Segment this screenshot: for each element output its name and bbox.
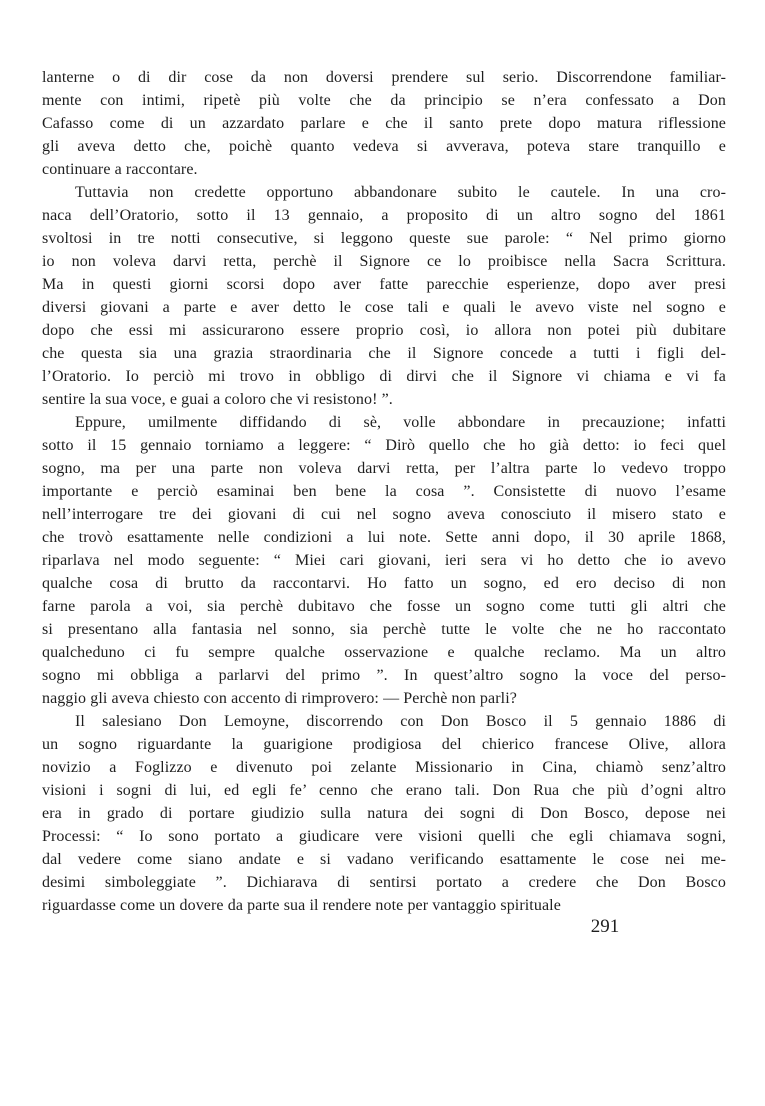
text-line: Il salesiano Don Lemoyne, discorrendo con Don Bosco il 5 gennaio 1886 di: [75, 713, 726, 730]
text-line: lanterne o di dir cose da non doversi prendere sul serio. Discorrendone familiar-: [42, 69, 726, 86]
text-line: Eppure, umilmente diffidando di sè, volle abbondare in precauzione; infatti: [75, 414, 726, 431]
paragraph: [42, 66, 726, 181]
text-line: era in grado di portare giudizio sulla natura dei sogni di Don Bosco, depose nei: [42, 805, 726, 822]
paragraph: [42, 411, 726, 710]
text-line: sotto il 15 gennaio torniamo a leggere: “ Dirò quello che ho già detto: io feci quel: [42, 437, 726, 454]
text-line: mente con intimi, ripetè più volte che da principio se n’era confessato a Don: [42, 92, 726, 109]
text-line: visioni i sogni di lui, ed egli fe’ cenno che erano tali. Don Rua che più d’ogni altro: [42, 782, 726, 799]
text-line: farne parola a voi, sia perchè dubitavo che fosse un sogno come tutti gli altri che: [42, 598, 726, 615]
page-text: [42, 66, 726, 917]
text-line: naca dell’Oratorio, sotto il 13 gennaio, a proposito di un altro sogno del 1861: [42, 207, 726, 224]
paragraph: [42, 181, 726, 411]
text-line: dopo che essi mi assicurarono essere proprio così, io allora non potei più dubitare: [42, 322, 726, 339]
text-line: dal vedere come siano andate e si vadano verificando esattamente le cose nei me-: [42, 851, 726, 868]
text-line: qualcheduno ci fu sempre qualche osservazione e qualche reclamo. Ma un altro: [42, 644, 726, 661]
text-line: riguardasse come un dovere da parte sua il rendere note per vantaggio spirituale: [42, 897, 561, 914]
text-line: continuare a raccontare.: [42, 161, 198, 178]
text-line: novizio a Foglizzo e divenuto poi zelante Missionario in Cina, chiamò senz’altro: [42, 759, 726, 776]
paragraph: [42, 710, 726, 917]
text-line: Processi: “ Io sono portato a giudicare vere visioni quelli che egli chiamava sogni,: [42, 828, 726, 845]
text-line: sogno mi obbliga a parlarvi del primo ”. In quest’altro sogno la voce del perso-: [42, 667, 726, 684]
text-line: si presentano alla fantasia nel sonno, sia perchè tutte le volte che ne ho raccontato: [42, 621, 726, 638]
text-line: gli aveva detto che, poichè quanto vedeva si avverava, poteva stare tranquillo e: [42, 138, 726, 155]
text-line: sogno, ma per una parte non voleva darvi retta, per l’altra parte lo vedevo troppo: [42, 460, 726, 477]
text-line: l’Oratorio. Io perciò mi trovo in obbligo di dirvi che il Signore vi chiama e vi fa: [42, 368, 726, 385]
text-line: naggio gli aveva chiesto con accento di rimprovero: — Perchè non parli?: [42, 690, 517, 707]
text-line: desimi simboleggiate ”. Dichiarava di sentirsi portato a credere che Don Bosco: [42, 874, 726, 891]
text-line: un sogno riguardante la guarigione prodigiosa del chierico francese Olive, allora: [42, 736, 726, 753]
text-line: nell’interrogare tre dei giovani di cui nel sogno aveva conosciuto il misero stato e: [42, 506, 726, 523]
page-number: 291: [590, 916, 620, 937]
text-line: che questa sia una grazia straordinaria che il Signore concede a tutti i figli del-: [42, 345, 726, 362]
text-line: svoltosi in tre notti consecutive, si leggono queste sue parole: “ Nel primo giorno: [42, 230, 726, 247]
text-line: qualche cosa di brutto da raccontarvi. Ho fatto un sogno, ed ero deciso di non: [42, 575, 726, 592]
text-line: Tuttavia non credette opportuno abbandonare subito le cautele. In una cro-: [75, 184, 726, 201]
text-line: io non voleva darvi retta, perchè il Signore ce lo proibisce nella Sacra Scrittura.: [42, 253, 726, 270]
text-line: Cafasso come di un azzardato parlare e che il santo prete dopo matura riflessione: [42, 115, 726, 132]
text-line: diversi giovani a parte e aver detto le cose tali e quali le avevo viste nel sogno e: [42, 299, 726, 316]
text-line: Ma in questi giorni scorsi dopo aver fatte parecchie esperienze, dopo aver presi: [42, 276, 726, 293]
text-line: che trovò esattamente nelle condizioni a lui note. Sette anni dopo, il 30 aprile 1868,: [42, 529, 726, 546]
text-line: importante e perciò esaminai ben bene la cosa ”. Consistette di nuovo l’esame: [42, 483, 726, 500]
text-line: riparlava nel modo seguente: “ Miei cari giovani, ieri sera vi ho detto che io avevo: [42, 552, 726, 569]
text-line: sentire la sua voce, e guai a coloro che vi resistono! ”.: [42, 391, 393, 408]
